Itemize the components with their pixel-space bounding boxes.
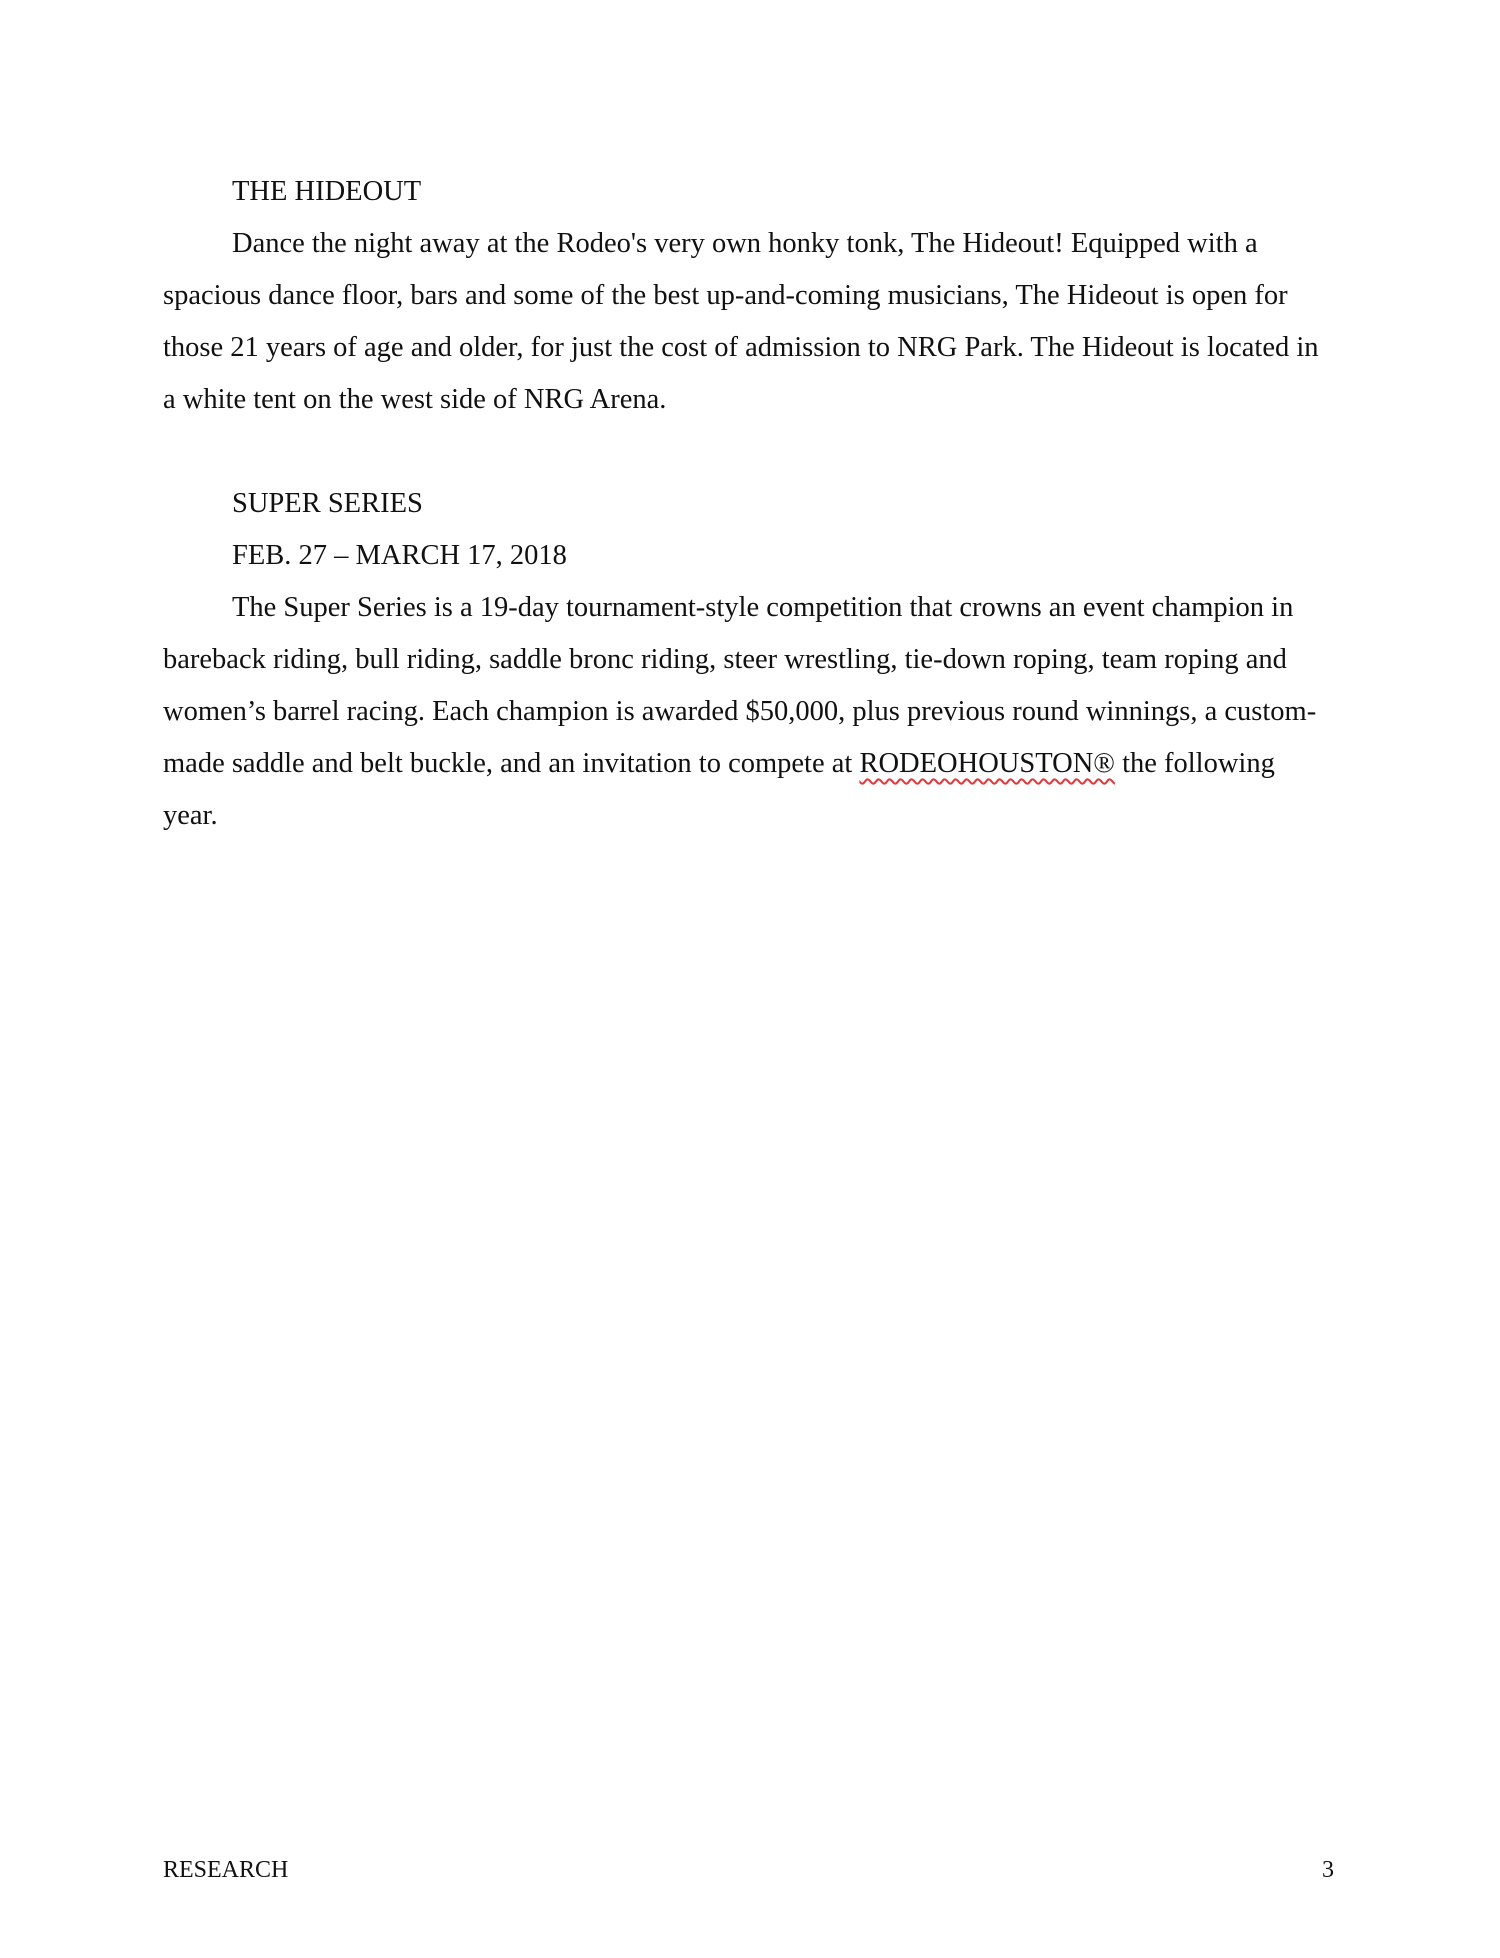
super-series-paragraph	[163, 582, 1333, 842]
footer-page-number: 3	[1322, 1857, 1334, 1883]
footer-running-title: RESEARCH	[163, 1857, 289, 1883]
section-heading-hideout: THE HIDEOUT	[232, 176, 422, 207]
super-series-text-part2: the following year.	[163, 748, 1275, 831]
hideout-paragraph: Dance the night away at the Rodeo's very own honky tonk, The Hideout! Equipped with a spacious dance floor, bars and some of the best up-and-coming musicians, The Hideout is open for those 21 years of age and older, for just the cost of admission to NRG Park. The Hideout is located in a white tent on the west side of NRG Arena.	[163, 228, 1319, 415]
super-series-dates: FEB. 27 – MARCH 17, 2018	[232, 540, 567, 571]
super-series-text-part1: The Super Series is a 19-day tournament-style competition that crowns an event champion in bareback riding, bull riding, saddle bronc riding, steer wrestling, tie-down roping, team roping and women’s barrel racing. Each champion is awarded $50,000, plus previous round winnings, a custom-made saddle and belt buckle, and an invitation to compete at	[163, 592, 1317, 779]
spellcheck-flagged-word[interactable]: RODEOHOUSTON®	[859, 748, 1115, 779]
paragraph-spacer	[163, 426, 1333, 478]
section-heading-super-series: SUPER SERIES	[232, 488, 423, 519]
document-body	[163, 166, 1333, 842]
